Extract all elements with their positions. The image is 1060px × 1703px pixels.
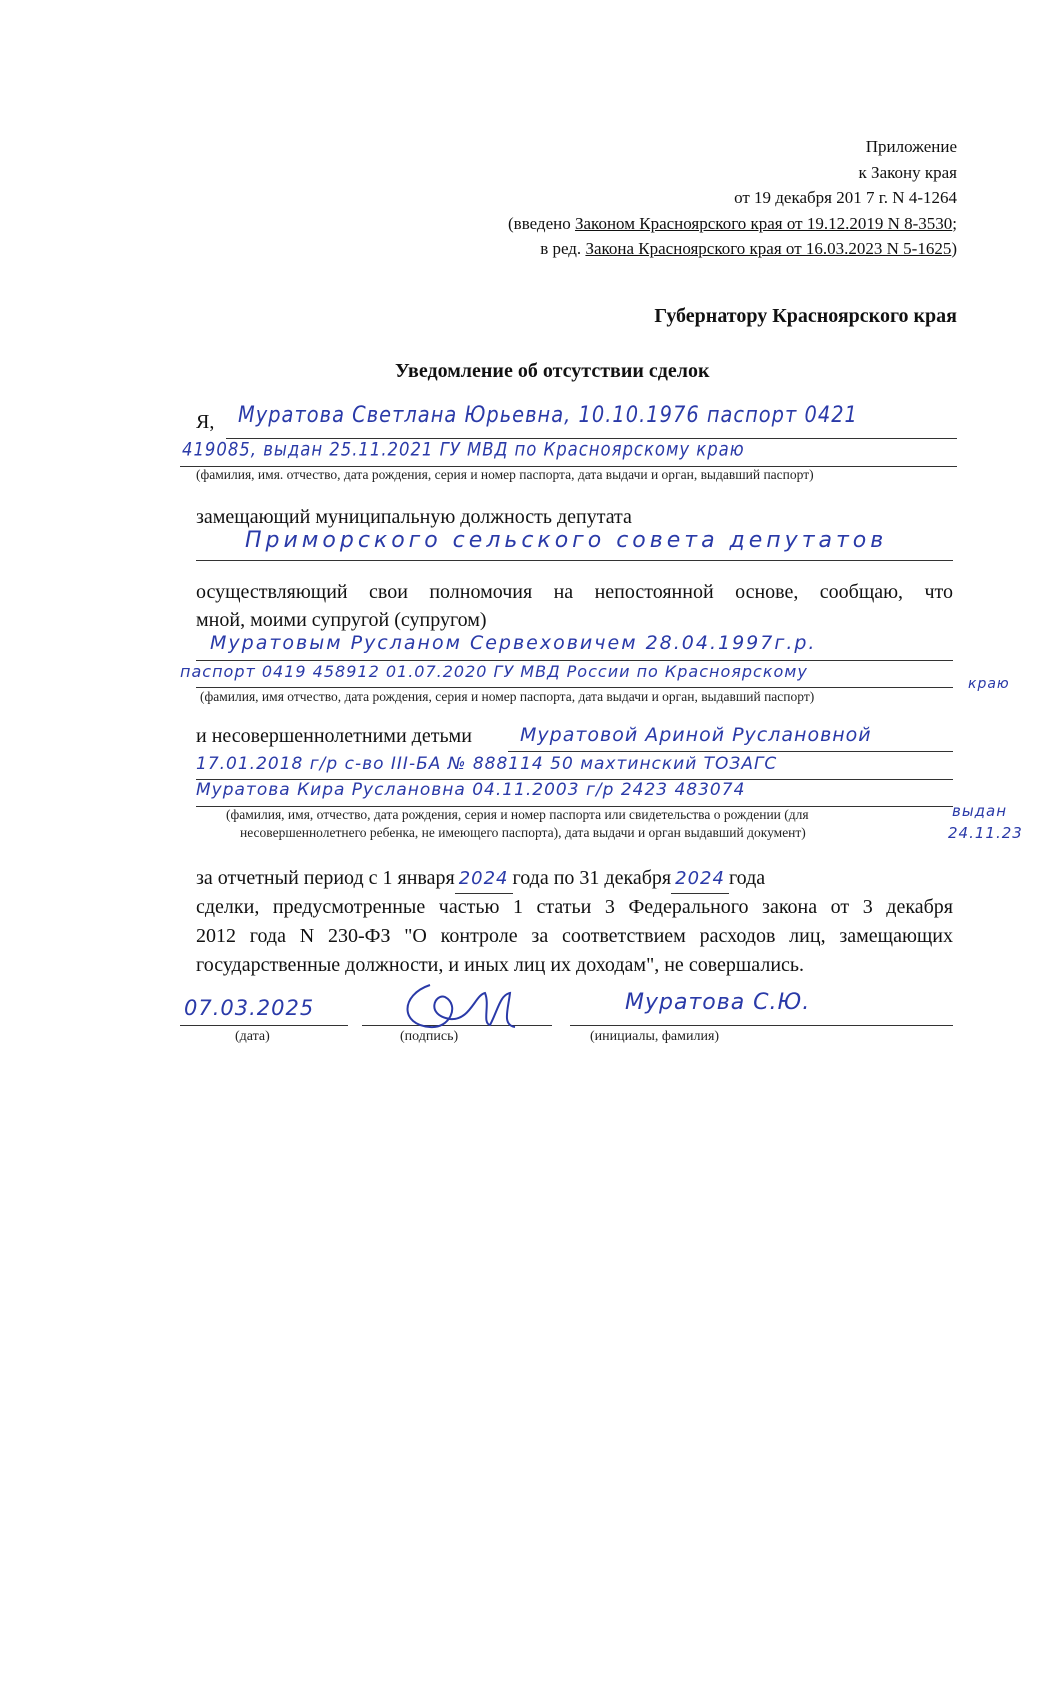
spouse-caption: (фамилия, имя отчество, дата рождения, серия и номер паспорта, дата выдачи и орган, выдавший паспорт) <box>200 689 815 704</box>
law-link-2023[interactable]: Закона Красноярского края от 16.03.2023 N 5-1625 <box>585 239 952 258</box>
period-line-4: государственные должности, и иных лиц их доходам", не совершались. <box>196 954 805 976</box>
spouse-handwriting-2: паспорт 0419 458912 01.07.2020 ГУ МВД России по Красноярскому <box>180 662 808 681</box>
position-handwriting: Приморского сельского совета депутатов <box>245 528 888 553</box>
header-line-1: Приложение <box>865 137 957 156</box>
children-handwriting-3: Муратова Кира Руслановна 04.11.2003 г/р 2423 483074 <box>196 780 746 800</box>
declarant-prefix: Я, <box>196 411 215 433</box>
declarant-caption: (фамилия, имя. отчество, дата рождения, серия и номер паспорта, дата выдачи и орган, выдавший паспорт) <box>196 467 814 482</box>
period-to-label: года по 31 декабря <box>512 867 672 889</box>
position-label: замещающий муниципальную должность депутата <box>196 506 632 528</box>
addressee: Губернатору Красноярского края <box>654 305 957 327</box>
period-line-3: 2012 года N 230-ФЗ "О контроле за соответствием расходов лиц, замещающих <box>196 925 953 947</box>
declarant-handwriting-1: Муратова Светлана Юрьевна, 10.10.1976 паспорт 0421 <box>238 402 858 428</box>
children-label: и несовершеннолетними детьми <box>196 725 472 747</box>
position-line <box>196 560 953 561</box>
spouse-text-line-2: мной, моими супругой (супругом) <box>196 609 487 631</box>
name-caption: (инициалы, фамилия) <box>590 1029 720 1044</box>
header-line-4 <box>508 211 957 237</box>
header-line-5-suffix: ) <box>951 239 957 258</box>
spouse-handwriting-margin: краю <box>968 676 1010 692</box>
period-from-label: за отчетный период с 1 января <box>196 867 455 889</box>
name-handwriting: Муратова С.Ю. <box>625 990 811 1015</box>
period-year-suffix: года <box>728 867 766 889</box>
children-handwriting-1: Муратовой Ариной Руслановной <box>520 724 872 746</box>
date-caption: (дата) <box>235 1029 270 1044</box>
children-handwriting-margin-1: выдан <box>952 802 1008 820</box>
period-to-year: 2024 <box>671 864 729 894</box>
appendix-header <box>508 134 957 262</box>
children-caption-2: несовершеннолетнего ребенка, не имеющего паспорта), дата выдачи и орган выдавший документ) <box>240 825 806 840</box>
children-handwriting-2: 17.01.2018 г/р с-во III-БА № 888114 50 махтинский ТОЗАГС <box>196 754 778 774</box>
signature-caption: (подпись) <box>400 1029 459 1044</box>
spouse-handwriting-1: Муратовым Русланом Сервеховичем 28.04.1997г.р. <box>210 632 817 654</box>
period-line-2: сделки, предусмотренные частью 1 статьи 3 Федерального закона от 3 декабря <box>196 896 953 918</box>
header-line-3: от 19 декабря 201 7 г. N 4-1264 <box>734 188 957 207</box>
children-handwriting-margin-2: 24.11.23 <box>948 824 1023 842</box>
spouse-text-line-1: осуществляющий свои полномочия на непостоянной основе, сообщаю, что <box>196 581 953 603</box>
date-handwriting: 07.03.2025 <box>184 996 315 1020</box>
header-line-5 <box>508 236 957 262</box>
name-line <box>570 1025 953 1026</box>
children-line-1 <box>508 751 953 752</box>
document-title: Уведомление об отсутствии сделок <box>395 360 710 382</box>
header-line-5-prefix: в ред. <box>540 239 586 258</box>
children-caption-1: (фамилия, имя, отчество, дата рождения, серия и номер паспорта или свидетельства о рождении (для <box>226 807 809 822</box>
spouse-line-1 <box>196 660 953 661</box>
signature-mark <box>390 975 540 1035</box>
header-line-4-prefix: (введено <box>508 213 575 233</box>
period-from-year: 2024 <box>455 864 513 894</box>
header-line-2: к Закону края <box>858 162 957 182</box>
declarant-handwriting-2: 419085, выдан 25.11.2021 ГУ МВД по Красноярскому краю <box>182 439 745 461</box>
period-line-1 <box>196 864 765 894</box>
law-link-2019[interactable]: Законом Красноярского края от 19.12.2019 N 8-3530 <box>574 213 953 233</box>
date-line <box>180 1025 348 1026</box>
header-line-4-suffix: ; <box>952 213 957 233</box>
